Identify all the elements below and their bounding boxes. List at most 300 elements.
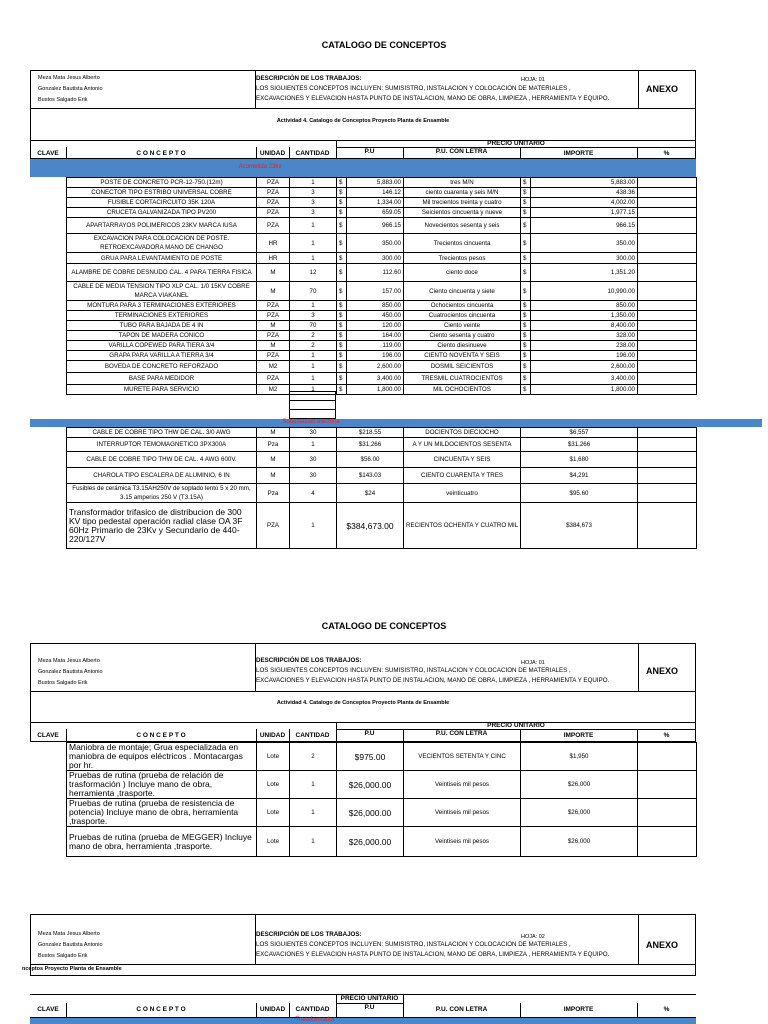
work-description xyxy=(256,656,609,686)
table-cell: $ xyxy=(337,208,347,218)
page-title: CATALOGO DE CONCEPTOS xyxy=(321,621,447,631)
table-cell: 3 xyxy=(290,208,337,218)
author-names xyxy=(38,656,103,689)
section-band xyxy=(30,419,762,427)
table-cell xyxy=(638,361,697,373)
table-cell: Lote xyxy=(257,743,290,771)
table-cell: $ xyxy=(521,253,531,264)
table-cell: 2,600.00 xyxy=(347,361,404,373)
header-pu: P.U xyxy=(364,1004,375,1011)
table-cell: M xyxy=(257,282,290,301)
author-names xyxy=(38,73,103,106)
table-cell: $ xyxy=(521,341,531,351)
table-cell: 196.00 xyxy=(347,351,404,361)
table-cell: 659.05 xyxy=(347,208,404,218)
table-cell: Ciento sesenta y cuatro xyxy=(404,331,521,341)
table-cell: Pruebas de rutina (prueba de MEGGER) Incluye mano de obra, herramienta ,trasporte. xyxy=(67,827,257,857)
table-cell: 146.12 xyxy=(347,188,404,198)
empty-cell xyxy=(289,391,336,419)
table-cell: $ xyxy=(337,282,347,301)
annex-label: ANEXO xyxy=(646,666,679,676)
table-cell xyxy=(638,188,697,198)
table-cell: $218.55 xyxy=(337,428,404,438)
table-cell: FUSIBLE CORTACIRCUITO 35K 120A xyxy=(67,198,257,208)
table-cell: $ xyxy=(521,351,531,361)
table-cell xyxy=(638,264,697,282)
description-line: LOS SIGUIENTES CONCEPTOS INCLUYEN: SUMISISTRO, INSTALACION Y COLOCACION DE MATERIALES , xyxy=(256,667,571,674)
table-cell: 112.60 xyxy=(347,264,404,282)
table-cell: $975.00 xyxy=(337,743,404,771)
table-cell: TERMINACIONES EXTERIORES xyxy=(67,311,257,321)
table-cell xyxy=(638,331,697,341)
table-cell: CABLE DE MEDIA TENSION TIPO XLP CAL. 1/0 15KV COBRE MARCA VIAKANEL xyxy=(67,282,257,301)
table-cell: PZA xyxy=(257,198,290,208)
table-cell: $26,000 xyxy=(521,771,638,799)
sheet-number: HOJA: 02 xyxy=(521,934,545,940)
table-cell: CIENTO NOVENTA Y SEIS xyxy=(404,351,521,361)
table-cell xyxy=(638,484,697,503)
table-cell: GRUA PARA LEVANTAMIENTO DE POSTE xyxy=(67,253,257,264)
table-cell: Trecientos cincuenta xyxy=(404,234,521,253)
table-cell: 120.00 xyxy=(347,321,404,331)
table-cell: 300.00 xyxy=(347,253,404,264)
table-cell: BOVEDA DE CONCRETO REFORZADO xyxy=(67,361,257,373)
table-cell xyxy=(638,234,697,253)
table-row xyxy=(67,253,697,264)
table-cell: MONTURA PARA 3 TERMINACIONES EXTERIORES xyxy=(67,301,257,311)
table-row xyxy=(67,198,697,208)
header-percent: % xyxy=(663,150,670,157)
table-cell xyxy=(638,351,697,361)
table-row xyxy=(67,452,697,468)
description-title: DESCRIPCIÓN DE LOS TRABAJOS: xyxy=(256,931,362,938)
table-cell: Ciento cincuenta y siete xyxy=(404,282,521,301)
table-cell: PZA xyxy=(257,208,290,218)
header-unidad: UNIDAD xyxy=(259,1006,286,1013)
table-cell: 1,334.00 xyxy=(347,198,404,208)
table-cell: 3,400.00 xyxy=(347,373,404,385)
table-cell: MIL OCHOCIENTOS xyxy=(404,385,521,395)
header-pu-letra: P.U. CON LETRA xyxy=(435,730,488,737)
table-cell: Novecientos sesenta y seis xyxy=(404,218,521,234)
table-row xyxy=(67,178,697,188)
table-cell: M xyxy=(257,321,290,331)
table-row xyxy=(67,438,697,452)
table-cell: 1,977.15 xyxy=(531,208,638,218)
table-cell: $ xyxy=(337,253,347,264)
table-cell: PZA xyxy=(257,301,290,311)
table-cell: BASE PARA MEDIDOR xyxy=(67,373,257,385)
table-cell: Lote xyxy=(257,827,290,857)
author-name: Meza Mata Jesus Alberto xyxy=(38,75,100,81)
table-cell xyxy=(638,341,697,351)
divider xyxy=(30,964,696,965)
description-line: EXCAVACIONES Y ELEVACION HASTA PUNTO DE INSTALACION, MANO DE OBRA, LIMPIEZA , HERRAMIENTA Y EQUIPO. xyxy=(256,951,610,958)
table-cell: 1 xyxy=(290,438,337,452)
table-cell: 1 xyxy=(290,503,337,549)
table-cell: $ xyxy=(337,373,347,385)
table-row xyxy=(67,799,697,827)
table-cell: $ xyxy=(521,301,531,311)
table-cell: $ xyxy=(521,264,531,282)
table-cell xyxy=(638,743,697,771)
divider xyxy=(638,643,639,691)
table-cell: $ xyxy=(337,264,347,282)
table-row xyxy=(67,503,697,549)
table-cell: $ xyxy=(337,311,347,321)
table-cell: 3 xyxy=(290,311,337,321)
table-cell: 30 xyxy=(290,452,337,468)
table-cell: DOSMIL SEICIENTOS xyxy=(404,361,521,373)
description-line: EXCAVACIONES Y ELEVACION HASTA PUNTO DE INSTALACION, MANO DE OBRA, LIMPIEZA , HERRAMIENTA Y EQUIPO. xyxy=(256,677,610,684)
table-cell: 350.00 xyxy=(531,234,638,253)
header-pu: P.U xyxy=(364,730,375,737)
table-cell xyxy=(638,301,697,311)
table-cell: APARTARRAYOS POLIMERICOS 23KV MARCA IUSA xyxy=(67,218,257,234)
table-cell xyxy=(638,282,697,301)
header-cantidad: CANTIDAD xyxy=(295,732,330,739)
table-cell: 1 xyxy=(290,827,337,857)
table-cell: Veintiseis mil pesos xyxy=(404,771,521,799)
table-row xyxy=(67,188,697,198)
table-cell: 350.00 xyxy=(347,234,404,253)
section-acometida: Acometida 23kv xyxy=(238,164,282,170)
header-clave: CLAVE xyxy=(37,732,59,739)
table-row xyxy=(67,282,697,301)
table-cell: Lote xyxy=(257,771,290,799)
table-cell: Cuatrocientos cincuenta xyxy=(404,311,521,321)
divider xyxy=(30,108,696,109)
table-cell: 10,990.00 xyxy=(531,282,638,301)
table-cell: Fusibles de cerámica T3.15AH250V de soplado lento 5 x 20 mm, 3.15 amperios 250 V (T3.15A) xyxy=(67,484,257,503)
table-cell: tres M/N xyxy=(404,178,521,188)
activity-title: nceptos Proyecto Planta de Ensamble xyxy=(22,966,122,972)
table-cell: Veintiseis mil pesos xyxy=(404,799,521,827)
concepts-table-transformador xyxy=(66,742,697,857)
header-percent: % xyxy=(663,732,670,739)
table-cell: 157.00 xyxy=(347,282,404,301)
table-cell: CINCUENTA Y SEIS xyxy=(404,452,521,468)
table-cell xyxy=(638,218,697,234)
table-cell: Pza xyxy=(257,438,290,452)
table-cell: $ xyxy=(337,341,347,351)
table-cell: M xyxy=(257,452,290,468)
header-importe: IMPORTE xyxy=(563,732,594,739)
table-cell: $ xyxy=(337,178,347,188)
table-cell: 196.00 xyxy=(531,351,638,361)
table-cell: 1 xyxy=(290,253,337,264)
table-row xyxy=(67,428,697,438)
header-concepto: C O N C E P T O xyxy=(136,732,186,739)
table-cell: 5,883.00 xyxy=(531,178,638,188)
table-cell: TRESMIL CUATROCIENTOS xyxy=(404,373,521,385)
table-cell: PZA xyxy=(257,188,290,198)
table-cell: $ xyxy=(521,385,531,395)
author-name: Gonzalez Bautista Antonio xyxy=(38,86,103,92)
table-cell: ciento doce xyxy=(404,264,521,282)
table-cell: ALAMBRE DE COBRE DESNUDO CAL. 4 PARA TIERRA FISICA xyxy=(67,264,257,282)
section-band xyxy=(30,1018,696,1024)
header-pu-letra: P.U. CON LETRA xyxy=(435,148,488,155)
table-cell: $1,950 xyxy=(521,743,638,771)
table-cell: $ xyxy=(521,218,531,234)
table-cell: $ xyxy=(337,198,347,208)
table-cell: TAPON DE MADERA CONICO xyxy=(67,331,257,341)
table-cell: 1 xyxy=(290,301,337,311)
table-cell xyxy=(638,311,697,321)
table-cell: 5,883.00 xyxy=(347,178,404,188)
table-cell: PZA xyxy=(257,218,290,234)
table-row xyxy=(67,351,697,361)
table-cell: 1 xyxy=(290,178,337,188)
header-clave: CLAVE xyxy=(37,1006,59,1013)
work-description xyxy=(256,74,609,104)
description-line: LOS SIGUIENTES CONCEPTOS INCLUYEN: SUMISISTRO, INSTALACION Y COLOCACION DE MATERIALES , xyxy=(256,941,571,948)
table-cell: 450.00 xyxy=(347,311,404,321)
sheet-number: HOJA: 01 xyxy=(521,660,545,666)
table-cell: $ xyxy=(337,188,347,198)
table-cell: 1 xyxy=(290,771,337,799)
table-cell: $ xyxy=(521,331,531,341)
header-precio-unitario: PRECIO UNITARIO xyxy=(340,995,399,1002)
table-cell xyxy=(638,799,697,827)
table-cell: 438.36 xyxy=(531,188,638,198)
divider xyxy=(289,400,336,401)
header-unidad: UNIDAD xyxy=(259,150,286,157)
table-cell: Pruebas de rutina (prueba de relación de trasformación ) Incluye mano de obra, herramienta ,trasporte. xyxy=(67,771,257,799)
table-cell: $ xyxy=(337,351,347,361)
table-cell: $ xyxy=(337,331,347,341)
table-cell xyxy=(638,428,697,438)
table-cell: $384,673.00 xyxy=(337,503,404,549)
description-title: DESCRIPCIÓN DE LOS TRABAJOS: xyxy=(256,657,362,664)
table-cell: CABLE DE COBRE TIPO THW DE CAL. 3/0 AWG xyxy=(67,428,257,438)
table-cell: 1 xyxy=(290,799,337,827)
table-cell: 328.00 xyxy=(531,331,638,341)
table-row xyxy=(67,385,697,395)
table-cell: $ xyxy=(337,234,347,253)
header-precio-unitario: PRECIO UNITARIO xyxy=(487,722,545,729)
table-cell: veinticuatro xyxy=(404,484,521,503)
divider xyxy=(638,914,639,964)
table-cell: M xyxy=(257,468,290,484)
table-cell: CRUCETA GALVANIZADA TIPO PV200 xyxy=(67,208,257,218)
table-cell: 1 xyxy=(290,351,337,361)
table-cell: $ xyxy=(337,361,347,373)
table-row xyxy=(67,771,697,799)
divider xyxy=(289,409,336,410)
table-cell: 8,400.00 xyxy=(531,321,638,331)
author-name: Bustos Salgado Erik xyxy=(38,97,88,103)
table-cell: $26,000 xyxy=(521,799,638,827)
header-cantidad: CANTIDAD xyxy=(295,150,330,157)
table-row xyxy=(67,321,697,331)
work-description xyxy=(256,930,609,960)
table-cell xyxy=(638,373,697,385)
header-clave: CLAVE xyxy=(37,150,59,157)
table-cell: 300.00 xyxy=(531,253,638,264)
table-cell: 2,600.00 xyxy=(531,361,638,373)
table-cell: Trecientos pesos xyxy=(404,253,521,264)
table-cell: 30 xyxy=(290,468,337,484)
divider xyxy=(30,691,696,692)
table-cell: 966.15 xyxy=(347,218,404,234)
table-cell: $ xyxy=(521,178,531,188)
table-cell: 4,002.00 xyxy=(531,198,638,208)
table-cell: M2 xyxy=(257,385,290,395)
table-cell: $4,291 xyxy=(521,468,638,484)
table-row xyxy=(67,743,697,771)
table-cell: CIENTO CUARENTA Y TRES xyxy=(404,468,521,484)
table-cell: Maniobra de montaje; Grua especializada en maniobra de equipos eléctricos . Montacargas por hr. xyxy=(67,743,257,771)
table-row xyxy=(67,301,697,311)
annex-label: ANEXO xyxy=(646,940,679,950)
annex-label: ANEXO xyxy=(646,84,679,94)
table-row xyxy=(67,331,697,341)
table-cell: RECIENTOS OCHENTA Y CUATRO MIL xyxy=(404,503,521,549)
table-cell: $95.60 xyxy=(521,484,638,503)
description-line: LOS SIGUIENTES CONCEPTOS INCLUYEN: SUMISISTRO, INSTALACION Y COLOCACION DE MATERIALES , xyxy=(256,85,571,92)
table-cell: 850.00 xyxy=(347,301,404,311)
table-cell: 2 xyxy=(290,331,337,341)
table-cell: $26,000 xyxy=(521,827,638,857)
table-cell: HR xyxy=(257,253,290,264)
table-cell: Pruebas de rutina (prueba de resistencia de potencia) Incluye mano de obra, herramienta ,trasporte. xyxy=(67,799,257,827)
table-row xyxy=(67,234,697,253)
table-cell: 3 xyxy=(290,188,337,198)
table-cell: $31,266 xyxy=(521,438,638,452)
table-cell xyxy=(638,178,697,188)
activity-title: Actividad 4. Catalogo de Conceptos Proyecto Planta de Ensamble xyxy=(276,118,450,124)
table-cell: 1 xyxy=(290,385,337,395)
table-cell: Ciento veinte xyxy=(404,321,521,331)
table-row xyxy=(67,373,697,385)
table-cell: PZA xyxy=(257,373,290,385)
table-cell: 1 xyxy=(290,361,337,373)
table-cell: 1,350.00 xyxy=(531,311,638,321)
section-band xyxy=(30,159,696,177)
table-cell: $ xyxy=(521,311,531,321)
table-cell: $ xyxy=(521,373,531,385)
table-cell: $384,673 xyxy=(521,503,638,549)
activity-title: Actividad 4. Catalogo de Conceptos Proyecto Planta de Ensamble xyxy=(276,700,450,706)
table-cell: $ xyxy=(337,301,347,311)
table-cell: Mil trecientos treinta y cuatro xyxy=(404,198,521,208)
table-cell: PZA xyxy=(257,503,290,549)
table-cell: CONECTOR TIPO ESTRIBO UNIVERSAL COBRE xyxy=(67,188,257,198)
header-cantidad: CANTIDAD xyxy=(295,1006,330,1013)
table-cell: Veintiseis mil pesos xyxy=(404,827,521,857)
author-name: Bustos Salgado Erik xyxy=(38,680,88,686)
table-cell: 12 xyxy=(290,264,337,282)
table-cell: 966.15 xyxy=(531,218,638,234)
table-cell xyxy=(638,771,697,799)
table-cell: $6,557 xyxy=(521,428,638,438)
table-cell: $24 xyxy=(337,484,404,503)
concepts-table-subestacion xyxy=(66,427,697,549)
table-cell: $26,000.00 xyxy=(337,771,404,799)
table-cell: $ xyxy=(521,188,531,198)
table-row xyxy=(67,468,697,484)
table-cell: $ xyxy=(521,361,531,373)
table-cell: 2 xyxy=(290,743,337,771)
table-cell: 119.00 xyxy=(347,341,404,351)
concepts-table-acometida xyxy=(66,177,697,395)
table-cell: M2 xyxy=(257,361,290,373)
table-cell xyxy=(638,503,697,549)
table-cell: MURETE PARA SERVICIO xyxy=(67,385,257,395)
table-row xyxy=(67,361,697,373)
table-row xyxy=(67,341,697,351)
table-cell: 70 xyxy=(290,282,337,301)
table-cell: Seicientos cincuenta y nueve xyxy=(404,208,521,218)
table-cell: $ xyxy=(521,208,531,218)
table-cell: $56.00 xyxy=(337,452,404,468)
table-cell: Transformador trifasico de distribucion de 300 KV tipo pedestal operación radial clase OA 3F 60Hz Primario de 23Kv y Secundario de 440- 220/127V xyxy=(67,503,257,549)
table-cell: 164.00 xyxy=(347,331,404,341)
table-cell xyxy=(638,385,697,395)
table-cell xyxy=(638,253,697,264)
table-cell xyxy=(638,438,697,452)
table-cell: M xyxy=(257,341,290,351)
author-name: Meza Mata Jesus Alberto xyxy=(38,931,100,937)
header-pu: P.U xyxy=(364,148,375,155)
table-cell: M xyxy=(257,428,290,438)
table-cell xyxy=(638,208,697,218)
table-cell: Ochocientos cincuenta xyxy=(404,301,521,311)
table-cell: INTERRUPTOR TEMOMAGNETICO 3PX300A xyxy=(67,438,257,452)
table-cell: $ xyxy=(337,218,347,234)
header-percent: % xyxy=(663,1006,670,1013)
table-cell xyxy=(638,468,697,484)
table-cell: Ciento diesinueve xyxy=(404,341,521,351)
table-cell: $31,266 xyxy=(337,438,404,452)
table-cell: $ xyxy=(337,321,347,331)
table-cell: $143.03 xyxy=(337,468,404,484)
table-cell: Pza xyxy=(257,484,290,503)
section-transformador: Transformador xyxy=(295,1017,335,1023)
table-cell: HR xyxy=(257,234,290,253)
table-cell xyxy=(638,827,697,857)
table-cell: 1 xyxy=(290,218,337,234)
table-cell: DOCIENTOS DIECIOCHO xyxy=(404,428,521,438)
table-cell: $ xyxy=(521,321,531,331)
table-cell: POSTE DE CONCRETO PCR-12-750.(12m) xyxy=(67,178,257,188)
table-cell: CHAROLA TIPO ESCALERA DE ALUMINIO, 6 IN xyxy=(67,468,257,484)
page-title: CATALOGO DE CONCEPTOS xyxy=(321,40,447,50)
table-cell: 4 xyxy=(290,484,337,503)
table-cell: GRAPA PARA VARILLA A TIERRA 3/4 xyxy=(67,351,257,361)
table-cell: PZA xyxy=(257,331,290,341)
table-row xyxy=(67,264,697,282)
table-cell: TUBO PARA BAJADA DE 4 IN xyxy=(67,321,257,331)
table-cell: VARILLA COPEWED PARA TIERA 3/4 xyxy=(67,341,257,351)
table-cell: 3 xyxy=(290,198,337,208)
header-importe: IMPORTE xyxy=(563,150,594,157)
header-pu-letra: P.U. CON LETRA xyxy=(435,1006,488,1013)
table-cell: $ xyxy=(521,198,531,208)
table-cell: PZA xyxy=(257,311,290,321)
table-cell: 1,351.20 xyxy=(531,264,638,282)
table-cell: 850.00 xyxy=(531,301,638,311)
table-row xyxy=(67,218,697,234)
table-cell: $ xyxy=(521,234,531,253)
table-cell: VECIENTOS SETENTA Y CINC xyxy=(404,743,521,771)
table-row xyxy=(67,208,697,218)
table-cell: EXCAVACION PARA COLOCACION DE POSTE. RETROEXCAVADORA MANO DE CHANGO xyxy=(67,234,257,253)
table-cell: Lote xyxy=(257,799,290,827)
table-cell: $1,680 xyxy=(521,452,638,468)
